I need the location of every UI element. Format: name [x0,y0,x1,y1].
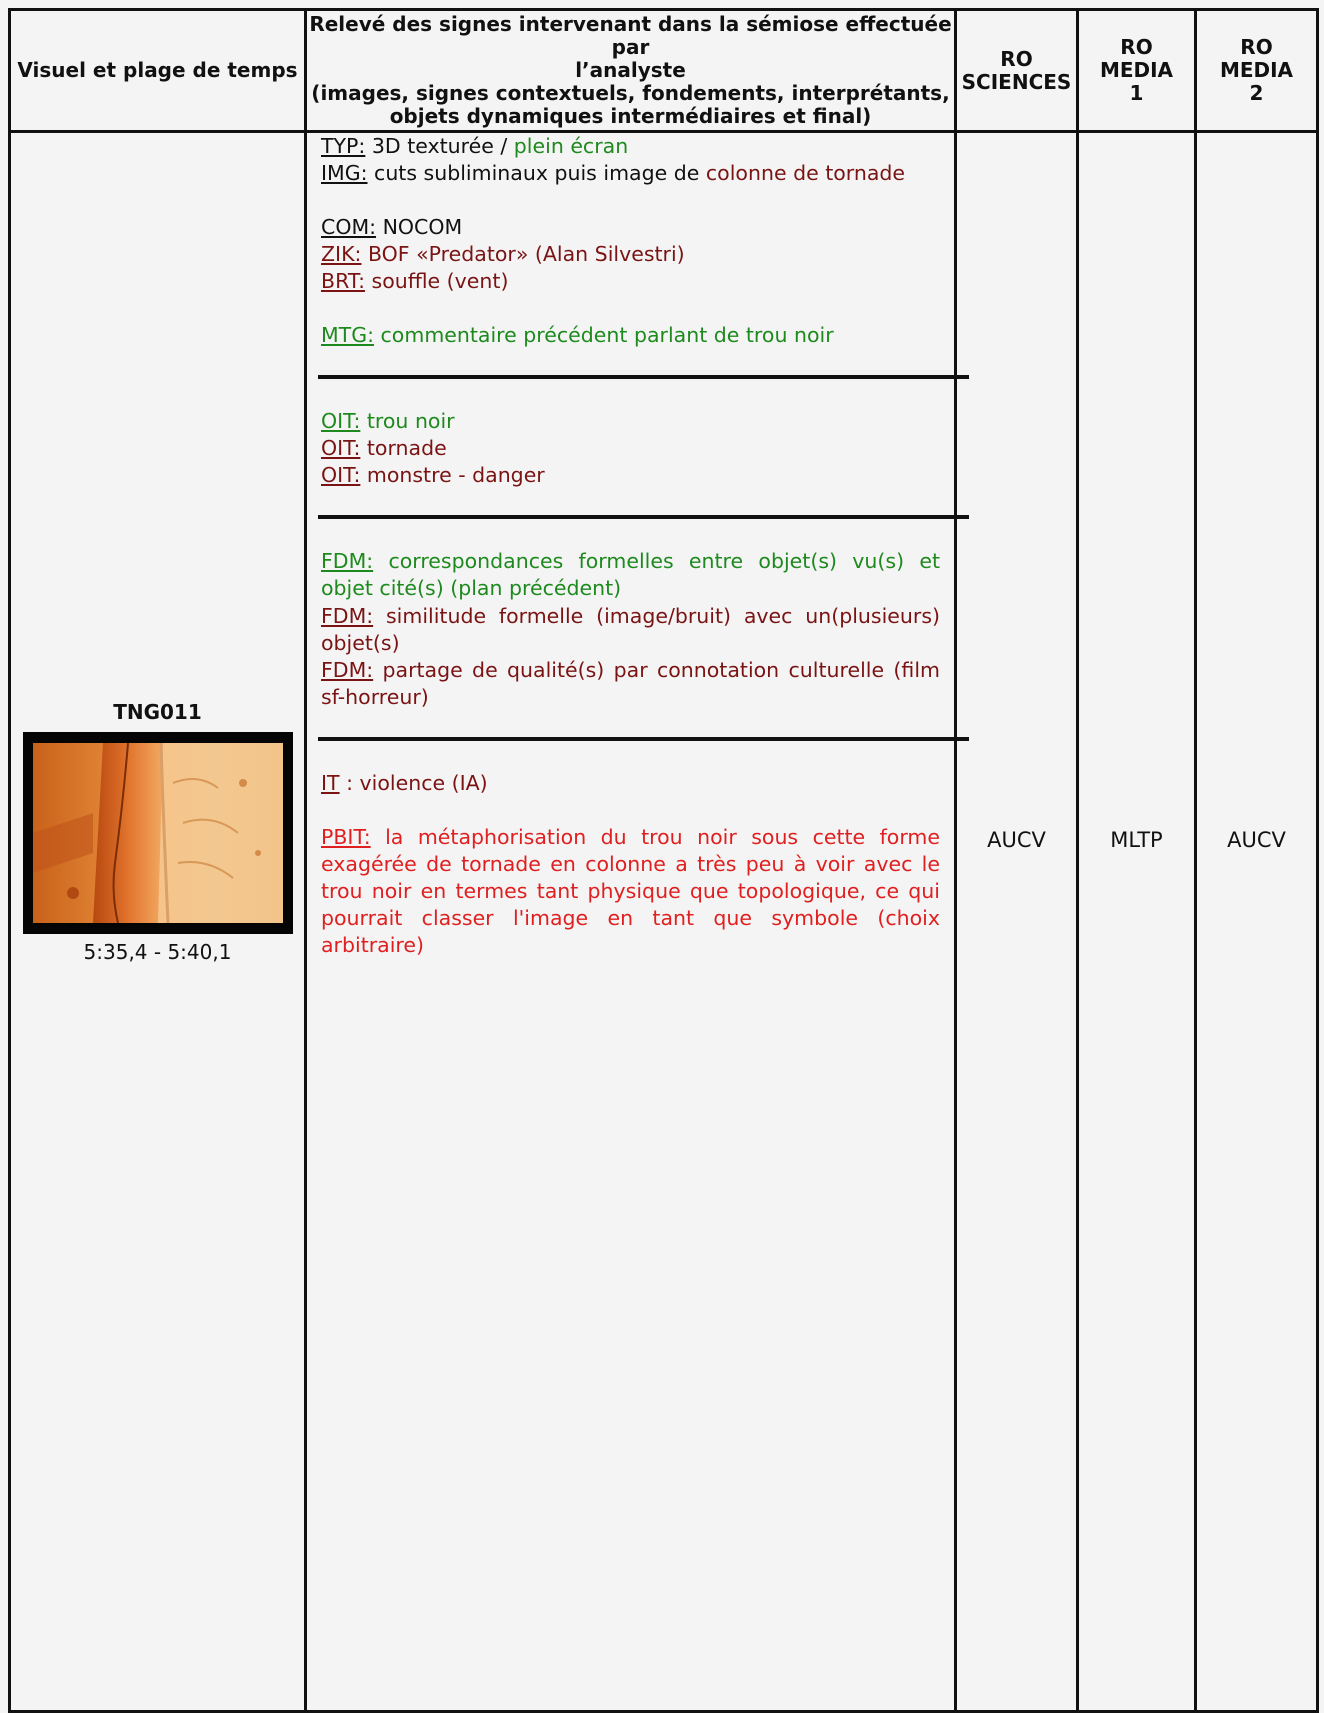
oit-text: tornade [360,436,447,461]
ro-sciences-cell [956,132,1078,1712]
img-text: cuts subliminaux puis image de [367,161,706,186]
header-signs-line2: l’analyste [575,58,686,82]
header-ro-sciences [956,10,1078,132]
com-text: NOCOM [376,215,463,240]
brt-line [321,268,940,295]
ro-media1-value: MLTP [1110,827,1163,852]
ro-media1-cell [1078,132,1196,1712]
mtg-text: commentaire précédent parlant de trou noir [374,323,834,348]
header-row [10,10,1318,132]
oit-line-2 [321,435,940,462]
mtg-tag: MTG: [321,323,375,348]
brt-tag: BRT: [321,269,365,294]
header-ro-media2 [1196,10,1318,132]
header-visual: Visuel et plage de temps [10,10,306,132]
img-line [321,160,940,187]
header-ro-media1-l1: RO [1120,35,1153,59]
it-line [321,770,940,797]
fdm-line-1 [321,548,940,602]
zik-line [321,241,940,268]
typ-text: 3D texturée / [365,134,514,158]
data-row [10,132,1318,1712]
com-tag: COM: [321,215,377,240]
zik-tag: ZIK: [321,242,362,267]
img-tag: IMG: [321,161,368,186]
header-signs-line4: objets dynamiques intermédiaires et final) [389,104,872,128]
header-ro-media1-l2: MEDIA [1099,58,1174,82]
section-divider [318,737,969,741]
header-ro-media1-l3: 1 [1129,81,1144,105]
shot-code: TNG011 [113,699,202,724]
signs-section-context [321,133,940,349]
section-divider [318,515,969,519]
fdm-tag: FDM: [321,603,374,628]
section-divider [318,375,969,379]
oit-tag: OIT: [321,409,361,434]
oit-line-1 [321,408,940,435]
typ-line [321,133,940,160]
fdm-tag: FDM: [321,549,374,574]
com-line [321,214,940,241]
it-tag: IT [321,770,340,795]
pbit-line [321,824,940,959]
typ-text-green: plein écran [513,134,629,158]
ro-media2-cell [1196,132,1318,1712]
analysis-table [8,8,1319,1713]
signs-section-oit [321,408,940,489]
header-signs-line3: (images, signes contextuels, fondements, interprétants, [311,81,950,105]
header-signs-line1: Relevé des signes intervenant dans la sémiose effectuée par [309,12,952,59]
fdm-text: correspondances formelles entre objet(s) vu(s) et objet cité(s) (plan précédent) [321,549,940,601]
timecode: 5:35,4 - 5:40,1 [83,939,232,964]
ro-media2-value: AUCV [1227,827,1286,852]
tornado-image-icon [33,743,283,923]
header-ro-media1 [1078,10,1196,132]
fdm-line-3 [321,657,940,711]
oit-tag: OIT: [321,463,361,488]
oit-text: trou noir [360,409,455,434]
img-text-red: colonne de tornade [705,161,906,186]
oit-tag: OIT: [321,436,361,461]
header-ro-sciences-l1: RO [1000,46,1033,71]
oit-text: monstre - danger [360,463,545,488]
tornado-frame-thumbnail [23,732,293,934]
it-text: : violence (IA) [339,770,488,795]
header-ro-media2-l2: MEDIA [1219,58,1294,82]
visual-cell [10,132,306,1712]
fdm-text: partage de qualité(s) par connotation culturelle (film sf-horreur) [321,657,940,709]
fdm-text: similitude formelle (image/bruit) avec un(plusieurs) objet(s) [321,603,940,655]
ro-sciences-value: AUCV [987,827,1046,852]
oit-line-3 [321,462,940,489]
signs-section-interpretant [321,770,940,959]
header-ro-media2-l3: 2 [1249,81,1264,105]
pbit-text: la métaphorisation du trou noir sous cette forme exagérée de tornade en colonne a très peu à voir avec le trou noir en termes tant physique que topologique, ce qui pourrait classer l'image en tant que symbole (choix arbitraire) [321,824,940,957]
signs-cell [306,132,956,1712]
header-signs [306,10,956,132]
mtg-line [321,322,940,349]
typ-tag: TYP: [321,134,366,158]
fdm-line-2 [321,603,940,657]
header-ro-media2-l1: RO [1240,35,1273,59]
signs-section-fdm [321,548,940,710]
brt-text: souffle (vent) [365,269,509,294]
fdm-tag: FDM: [321,657,374,682]
zik-text: BOF «Predator» (Alan Silvestri) [361,242,685,267]
pbit-tag: PBIT: [321,824,371,849]
header-ro-sciences-l2: SCIENCES [961,69,1072,94]
